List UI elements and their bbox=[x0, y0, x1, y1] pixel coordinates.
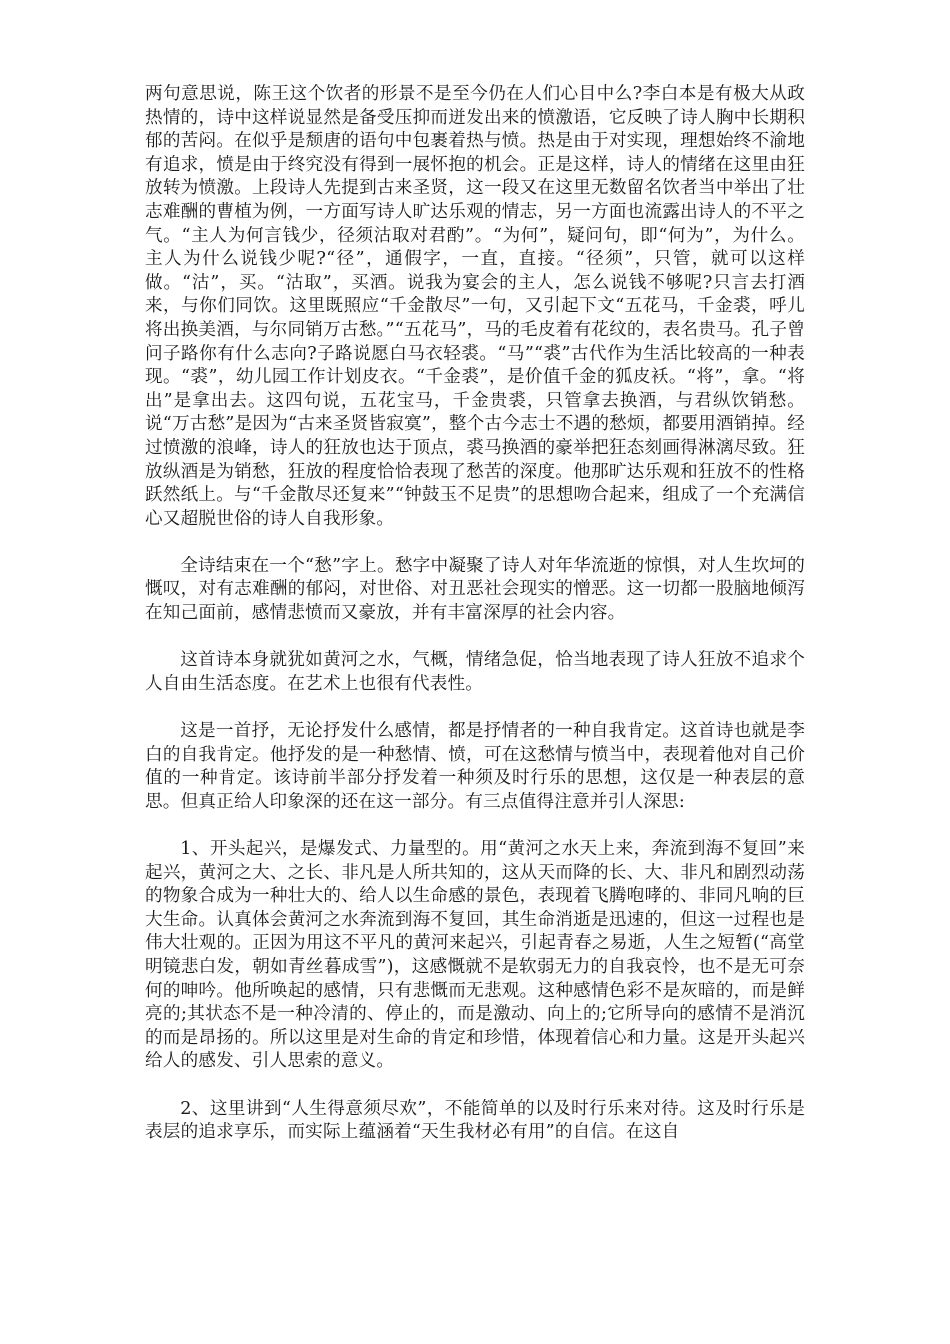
paragraph-6: 2、这里讲到“人生得意须尽欢”，不能简单的以及时行乐来对待。这及时行乐是表层的追求享乐，而实际上蕴涵着“天生我材必有用”的自信。在这自 bbox=[145, 1098, 805, 1143]
paragraph-3: 这首诗本身就犹如黄河之水，气概，情绪急促，恰当地表现了诗人狂放不追求个人自由生活态度。在艺术上也很有代表性。 bbox=[145, 650, 805, 694]
paragraph-4: 这是一首抒，无论抒发什么感情，都是抒情者的一种自我肯定。这首诗也就是李白的自我肯定。他抒发的是一种愁情、愤，可在这愁情与愤当中，表现着他对自己价值的一种肯定。该诗前半部分抒发着一种须及时行乐的思想，这仅是一种表层的意思。但真正给人印象深的还在这一部分。有三点值得注意并引人深思: bbox=[145, 721, 805, 812]
paragraph-1: 两句意思说，陈王这个饮者的形景不是至今仍在人们心目中么?李白本是有极大从政热情的，诗中这样说显然是备受压抑而迸发出来的愤激语，它反映了诗人胸中长期积郁的苦闷。在似乎是颓唐的语句中包裹着热与愤。热是由于对实现，理想始终不渝地有追求，愤是由于终究没有得到一展怀抱的机会。正是这样，诗人的情绪在这里由狂放转为愤激。上段诗人先提到古来圣贤，这一段又在这里无数留名饮者当中举出了壮志难酬的曹植为例，一方面写诗人旷达乐观的情志，另一方面也流露出诗人的不平之气。“主人为何言钱少，径须沽取对君酌”。“为何”，疑问句，即“何为”，为什么。主人为什么说钱少呢?“径”，通假字，一直，直接。“径须”，只管，就可以这样做。“沽”，买。“沽取”，买酒。说我为宴会的主人，怎么说钱不够呢?只言去打酒来，与你们同饮。这里既照应“千金散尽”一句，又引起下文“五花马，千金裘，呼儿将出换美酒，与尔同销万古愁。”“五花马”，马的毛皮着有花纹的，表名贵马。孔子曾问子路你有什么志向?子路说愿白马衣轻裘。“马”“裘”古代作为生活比较高的一种表现。“裘”，幼儿园工作计划皮衣。“千金裘”，是价值千金的狐皮袄。“将”，拿。“将出”是拿出去。这四句说，五花宝马，千金贵裘，只管拿去换酒，与君纵饮销愁。说“万古愁”是因为“古来圣贤皆寂寞”，整个古今志士不遇的愁烦，都要用酒销掉。经过愤激的浪峰，诗人的狂放也达于顶点，裘马换酒的豪举把狂态刻画得淋漓尽致。狂放纵酒是为销愁，狂放的程度恰恰表现了愁苦的深度。他那旷达乐观和狂放不的性格跃然纸上。与“千金散尽还复来”“钟鼓玉不足贵”的思想吻合起来，组成了一个充满信心又超脱世俗的诗人自我形象。 bbox=[145, 84, 805, 529]
document-body bbox=[145, 83, 805, 1145]
paragraph-5: 1、开头起兴，是爆发式、力量型的。用“黄河之水天上来，奔流到海不复回”来起兴，黄河之大、之长、非凡是人所共知的，这从天而降的长、大、非凡和剧烈动荡的物象合成为一种壮大的、给人以生命感的景色，表现着飞腾咆哮的、非同凡响的巨大生命。认真体会黄河之水奔流到海不复回，其生命消逝是迅速的，但这一过程也是伟大壮观的。正因为用这不平凡的黄河来起兴，引起青春之易逝，人生之短暂(“高堂明镜悲白发，朝如青丝暮成雪”)，这感慨就不是软弱无力的自我哀怜，也不是无可奈何的呻吟。他所唤起的感情，只有悲慨而无悲观。这种感情色彩不是灰暗的，而是鲜亮的;其状态不是一种冷清的、停止的，而是激动、向上的;它所导向的感情不是消沉的而是昂扬的。所以这里是对生命的肯定和珍惜，体现着信心和力量。这是开头起兴给人的感发、引人思索的意义。 bbox=[145, 839, 805, 1072]
paragraph-2: 全诗结束在一个“愁”字上。愁字中凝聚了诗人对年华流逝的惊惧，对人生坎坷的慨叹，对有志难酬的郁闷，对世俗、对丑恶社会现实的憎恶。这一切都一股脑地倾泻在知己面前，感情悲愤而又豪放，并有丰富深厚的社会内容。 bbox=[145, 555, 805, 624]
